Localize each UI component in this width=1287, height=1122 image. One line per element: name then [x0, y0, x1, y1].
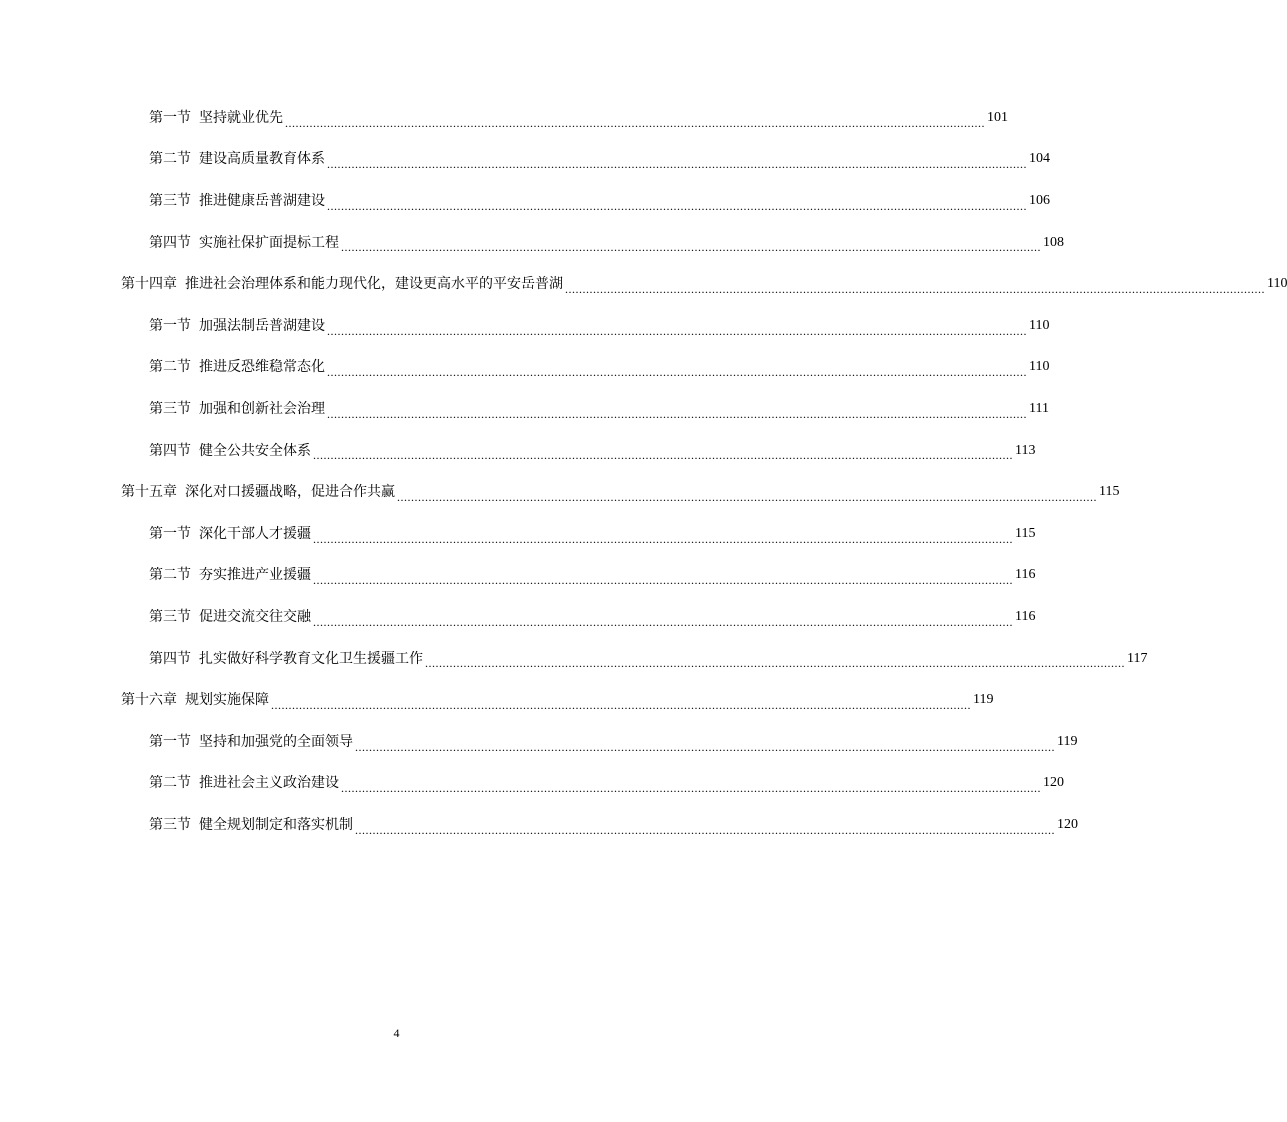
toc-section-entry[interactable]: [0, 139, 1050, 181]
toc-entry-label: [149, 773, 339, 793]
toc-entry-number: 第三节: [149, 192, 191, 209]
toc-entry-title: 扎实做好科学教育文化卫生援疆工作: [199, 650, 423, 667]
dot-leader: ........................................................................................................................................................................................................: [425, 656, 1125, 671]
toc-entry-number: 第十四章: [121, 276, 177, 293]
toc-entry-label: [149, 149, 325, 169]
toc-entry-number: 第四节: [149, 442, 191, 459]
toc-entry-number: 第一节: [149, 109, 191, 126]
toc-entry-title: 坚持就业优先: [199, 109, 283, 126]
toc-entry-number: 第一节: [149, 525, 191, 542]
toc-entry-title: 深化对口援疆战略，促进合作共赢: [185, 484, 395, 501]
dot-leader: ........................................................................................................................................................................................................: [313, 448, 1013, 463]
toc-entry-label: [121, 690, 269, 710]
toc-section-entry[interactable]: [0, 305, 1050, 347]
toc-entry-title: 推进健康岳普湖建设: [199, 192, 325, 209]
toc-entry-page: 119: [973, 692, 994, 708]
toc-entry-page: 111: [1029, 400, 1049, 416]
dot-leader: ........................................................................................................................................................................................................: [341, 781, 1041, 796]
toc-entry-label: [121, 274, 563, 294]
toc-section-entry[interactable]: [0, 721, 1078, 763]
toc-section-entry[interactable]: [0, 222, 1064, 264]
dot-leader: ........................................................................................................................................................................................................: [271, 697, 971, 712]
toc-entry-title: 深化干部人才援疆: [199, 525, 311, 542]
toc-entry-title: 加强法制岳普湖建设: [199, 317, 325, 334]
toc-entry-number: 第三节: [149, 608, 191, 625]
toc-entry-number: 第三节: [149, 816, 191, 833]
toc-entry-label: [149, 524, 311, 544]
dot-leader: ........................................................................................................................................................................................................: [327, 198, 1027, 213]
toc-entry-label: [149, 316, 325, 336]
toc-entry-page: 116: [1015, 567, 1036, 583]
toc-entry-title: 健全规划制定和落实机制: [199, 816, 353, 833]
toc-entry-label: [121, 482, 395, 502]
toc-entry-title: 健全公共安全体系: [199, 442, 311, 459]
toc-entry-number: 第十六章: [121, 692, 177, 709]
toc-entry-label: [149, 565, 311, 585]
toc-entry-page: 106: [1029, 192, 1050, 208]
toc-entry-title: 推进社会治理体系和能力现代化，建设更高水平的平安岳普湖: [185, 276, 563, 293]
toc-entry-page: 101: [987, 109, 1008, 125]
toc-entry-title: 坚持和加强党的全面领导: [199, 733, 353, 750]
toc-entry-title: 促进交流交往交融: [199, 608, 311, 625]
dot-leader: ........................................................................................................................................................................................................: [327, 365, 1027, 380]
toc-entry-label: [149, 441, 311, 461]
toc-entry-title: 夯实推进产业援疆: [199, 567, 311, 584]
toc-entry-title: 建设高质量教育体系: [199, 151, 325, 168]
toc-entry-number: 第一节: [149, 317, 191, 334]
toc-section-entry[interactable]: [0, 430, 1036, 472]
toc-entry-title: 规划实施保障: [185, 692, 269, 709]
toc-entry-page: 117: [1127, 650, 1148, 666]
toc-entry-number: 第一节: [149, 733, 191, 750]
toc-entry-page: 119: [1057, 733, 1078, 749]
dot-leader: ........................................................................................................................................................................................................: [341, 240, 1041, 255]
toc-chapter-entry[interactable]: [0, 263, 1287, 305]
toc-entry-page: 120: [1043, 775, 1064, 791]
toc-entry-page: 110: [1029, 317, 1050, 333]
dot-leader: ........................................................................................................................................................................................................: [355, 739, 1055, 754]
toc-entry-label: [149, 649, 423, 669]
toc-entry-page: 113: [1015, 442, 1036, 458]
toc-entry-label: [149, 815, 353, 835]
dot-leader: ........................................................................................................................................................................................................: [313, 573, 1013, 588]
toc-entry-title: 加强和创新社会治理: [199, 400, 325, 417]
toc-entry-number: 第四节: [149, 650, 191, 667]
toc-entry-label: [149, 607, 311, 627]
toc-section-entry[interactable]: [0, 347, 1050, 389]
toc-section-entry[interactable]: [0, 513, 1036, 555]
toc-entry-label: [149, 233, 339, 253]
toc-entry-page: 110: [1029, 359, 1050, 375]
toc-section-entry[interactable]: [0, 596, 1036, 638]
toc-section-entry[interactable]: [0, 763, 1064, 805]
toc-entry-number: 第二节: [149, 775, 191, 792]
toc-section-entry[interactable]: [0, 388, 1049, 430]
toc-entry-page: 110: [1267, 276, 1287, 292]
toc-entry-label: [149, 732, 353, 752]
dot-leader: ........................................................................................................................................................................................................: [355, 822, 1055, 837]
toc-entry-label: [149, 357, 325, 377]
toc-entry-page: 104: [1029, 151, 1050, 167]
table-of-contents: [0, 97, 1287, 846]
toc-entry-page: 115: [1099, 484, 1120, 500]
toc-entry-label: [149, 191, 325, 211]
toc-entry-page: 108: [1043, 234, 1064, 250]
toc-section-entry[interactable]: [0, 638, 1148, 680]
toc-entry-number: 第二节: [149, 359, 191, 376]
dot-leader: ........................................................................................................................................................................................................: [313, 614, 1013, 629]
toc-entry-label: [149, 108, 283, 128]
toc-section-entry[interactable]: [0, 804, 1078, 846]
dot-leader: ........................................................................................................................................................................................................: [327, 157, 1027, 172]
dot-leader: ........................................................................................................................................................................................................: [313, 531, 1013, 546]
dot-leader: ........................................................................................................................................................................................................: [327, 406, 1027, 421]
toc-section-entry[interactable]: [0, 180, 1050, 222]
dot-leader: ........................................................................................................................................................................................................: [565, 281, 1265, 296]
toc-entry-number: 第十五章: [121, 484, 177, 501]
toc-entry-page: 115: [1015, 525, 1036, 541]
toc-entry-title: 推进社会主义政治建设: [199, 775, 339, 792]
toc-entry-number: 第二节: [149, 567, 191, 584]
toc-entry-title: 推进反恐维稳常态化: [199, 359, 325, 376]
toc-chapter-entry[interactable]: [0, 471, 1120, 513]
toc-section-entry[interactable]: [0, 97, 1008, 139]
toc-chapter-entry[interactable]: [0, 679, 994, 721]
toc-entry-number: 第三节: [149, 400, 191, 417]
dot-leader: ........................................................................................................................................................................................................: [285, 115, 985, 130]
toc-entry-page: 120: [1057, 816, 1078, 832]
toc-section-entry[interactable]: [0, 555, 1036, 597]
toc-entry-label: [149, 399, 325, 419]
dot-leader: ........................................................................................................................................................................................................: [397, 489, 1097, 504]
toc-entry-number: 第四节: [149, 234, 191, 251]
page-number: 4: [393, 1026, 400, 1040]
toc-entry-title: 实施社保扩面提标工程: [199, 234, 339, 251]
toc-entry-page: 116: [1015, 608, 1036, 624]
dot-leader: ........................................................................................................................................................................................................: [327, 323, 1027, 338]
toc-entry-number: 第二节: [149, 151, 191, 168]
